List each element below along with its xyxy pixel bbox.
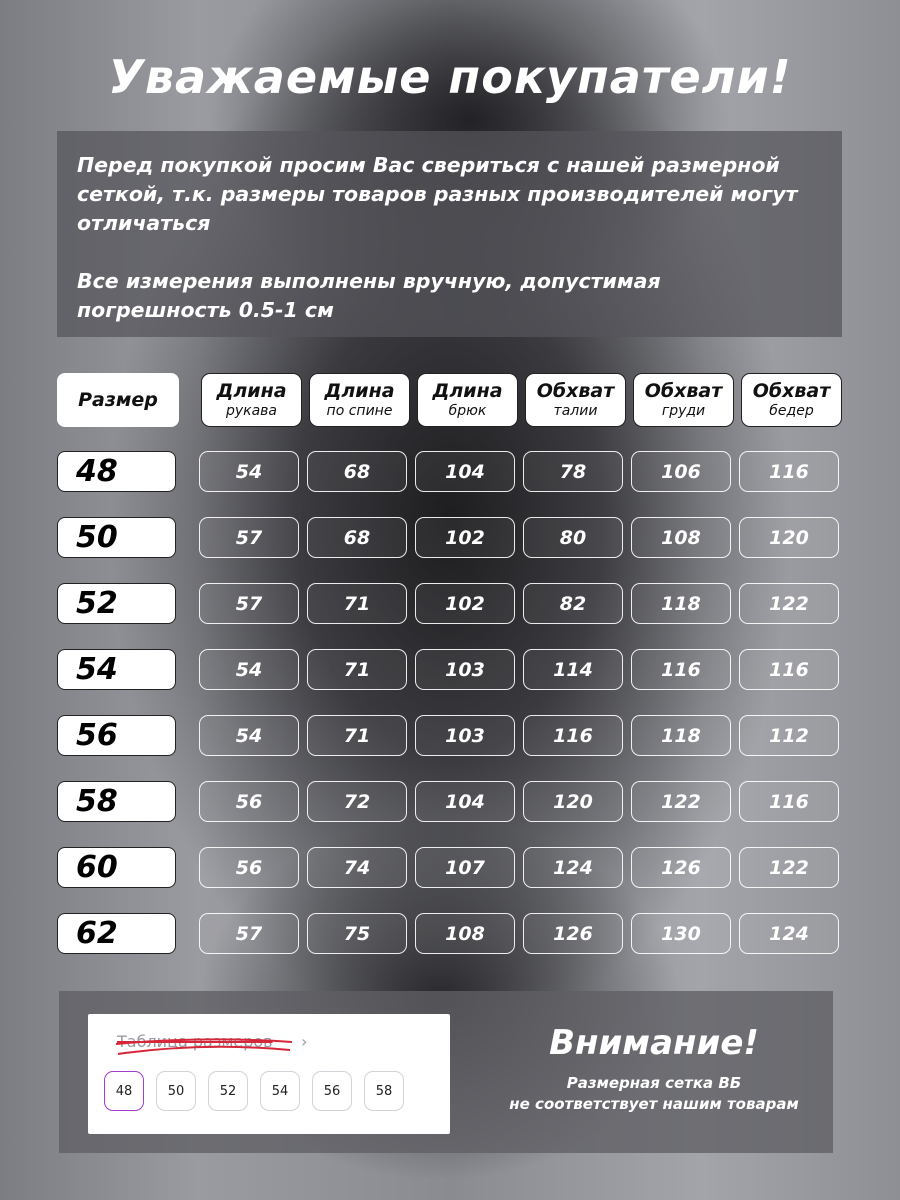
size-label: 58 xyxy=(57,781,176,822)
measurement-cell: 102 xyxy=(415,517,515,558)
column-header xyxy=(525,373,626,427)
measurement-cell: 108 xyxy=(415,913,515,954)
size-chip[interactable]: 48 xyxy=(104,1071,144,1111)
column-header xyxy=(309,373,410,427)
measurement-cell: 120 xyxy=(523,781,623,822)
measurement-cell: 56 xyxy=(199,781,299,822)
measurement-cell: 112 xyxy=(739,715,839,756)
column-header xyxy=(633,373,734,427)
measurement-cell: 124 xyxy=(739,913,839,954)
measurement-cell: 104 xyxy=(415,451,515,492)
size-label: 48 xyxy=(57,451,176,492)
size-label: 52 xyxy=(57,583,176,624)
column-header-title: Обхват xyxy=(752,380,831,402)
size-label: 54 xyxy=(57,649,176,690)
size-label: 60 xyxy=(57,847,176,888)
size-label: 62 xyxy=(57,913,176,954)
measurement-cell: 75 xyxy=(307,913,407,954)
attention-text-line-1: Размерная сетка ВБ xyxy=(566,1074,742,1092)
column-header-subtitle: брюк xyxy=(448,403,487,419)
measurement-cell: 68 xyxy=(307,517,407,558)
size-label: 50 xyxy=(57,517,176,558)
attention-text xyxy=(479,1073,829,1115)
column-header-title: Обхват xyxy=(536,380,615,402)
measurement-cell: 116 xyxy=(739,649,839,690)
measurement-cell: 71 xyxy=(307,649,407,690)
card-title: Таблица размеров xyxy=(117,1032,273,1051)
intro-text-1: Перед покупкой просим Вас свериться с нашей размерной сеткой, т.к. размеры товаров разных производителей могут отличаться xyxy=(77,153,798,235)
measurement-cell: 71 xyxy=(307,583,407,624)
column-header-subtitle: бедер xyxy=(769,403,814,419)
measurement-cell: 107 xyxy=(415,847,515,888)
measurement-cell: 126 xyxy=(631,847,731,888)
measurement-cell: 103 xyxy=(415,715,515,756)
measurement-cell: 116 xyxy=(739,781,839,822)
measurement-cell: 56 xyxy=(199,847,299,888)
measurement-cell: 78 xyxy=(523,451,623,492)
size-header: Размер xyxy=(57,373,179,427)
measurement-cell: 57 xyxy=(199,517,299,558)
column-header-subtitle: по спине xyxy=(326,403,393,419)
measurement-cell: 124 xyxy=(523,847,623,888)
measurement-cell: 57 xyxy=(199,913,299,954)
measurement-cell: 122 xyxy=(631,781,731,822)
intro-panel xyxy=(57,131,842,337)
measurement-cell: 71 xyxy=(307,715,407,756)
measurement-cell: 116 xyxy=(631,649,731,690)
size-chip[interactable]: 52 xyxy=(208,1071,248,1111)
measurement-cell: 122 xyxy=(739,847,839,888)
size-label: 56 xyxy=(57,715,176,756)
measurement-cell: 68 xyxy=(307,451,407,492)
size-chip[interactable]: 56 xyxy=(312,1071,352,1111)
attention-text-line-2: не соответствует нашим товарам xyxy=(509,1095,799,1113)
attention-heading: Внимание! xyxy=(549,1023,759,1063)
measurement-cell: 103 xyxy=(415,649,515,690)
measurement-cell: 108 xyxy=(631,517,731,558)
measurement-cell: 54 xyxy=(199,451,299,492)
measurement-cell: 106 xyxy=(631,451,731,492)
size-chip[interactable]: 50 xyxy=(156,1071,196,1111)
measurement-cell: 118 xyxy=(631,715,731,756)
column-header-subtitle: рукава xyxy=(225,403,278,419)
column-header xyxy=(201,373,302,427)
measurement-cell: 72 xyxy=(307,781,407,822)
column-header-title: Длина xyxy=(324,380,395,402)
column-header xyxy=(741,373,842,427)
column-header-title: Длина xyxy=(432,380,503,402)
column-header-title: Обхват xyxy=(644,380,723,402)
marketplace-size-card xyxy=(88,1014,450,1134)
measurement-cell: 57 xyxy=(199,583,299,624)
measurement-cell: 54 xyxy=(199,649,299,690)
column-header xyxy=(417,373,518,427)
column-header-title: Длина xyxy=(216,380,287,402)
measurement-cell: 74 xyxy=(307,847,407,888)
measurement-cell: 102 xyxy=(415,583,515,624)
measurement-cell: 120 xyxy=(739,517,839,558)
measurement-cell: 82 xyxy=(523,583,623,624)
measurement-cell: 114 xyxy=(523,649,623,690)
measurement-cell: 104 xyxy=(415,781,515,822)
notice-panel xyxy=(59,991,833,1153)
column-header-subtitle: талии xyxy=(553,403,598,419)
measurement-cell: 122 xyxy=(739,583,839,624)
measurement-cell: 80 xyxy=(523,517,623,558)
measurement-cell: 116 xyxy=(523,715,623,756)
measurement-cell: 126 xyxy=(523,913,623,954)
measurement-cell: 118 xyxy=(631,583,731,624)
size-chip[interactable]: 54 xyxy=(260,1071,300,1111)
chevron-right-icon: › xyxy=(301,1032,308,1051)
measurement-cell: 116 xyxy=(739,451,839,492)
intro-text-2: Все измерения выполнены вручную, допустимая погрешность 0.5-1 см xyxy=(77,269,661,322)
measurement-cell: 54 xyxy=(199,715,299,756)
size-chip[interactable]: 58 xyxy=(364,1071,404,1111)
column-header-subtitle: груди xyxy=(661,403,706,419)
page-title: Уважаемые покупатели! xyxy=(108,50,792,104)
measurement-cell: 130 xyxy=(631,913,731,954)
